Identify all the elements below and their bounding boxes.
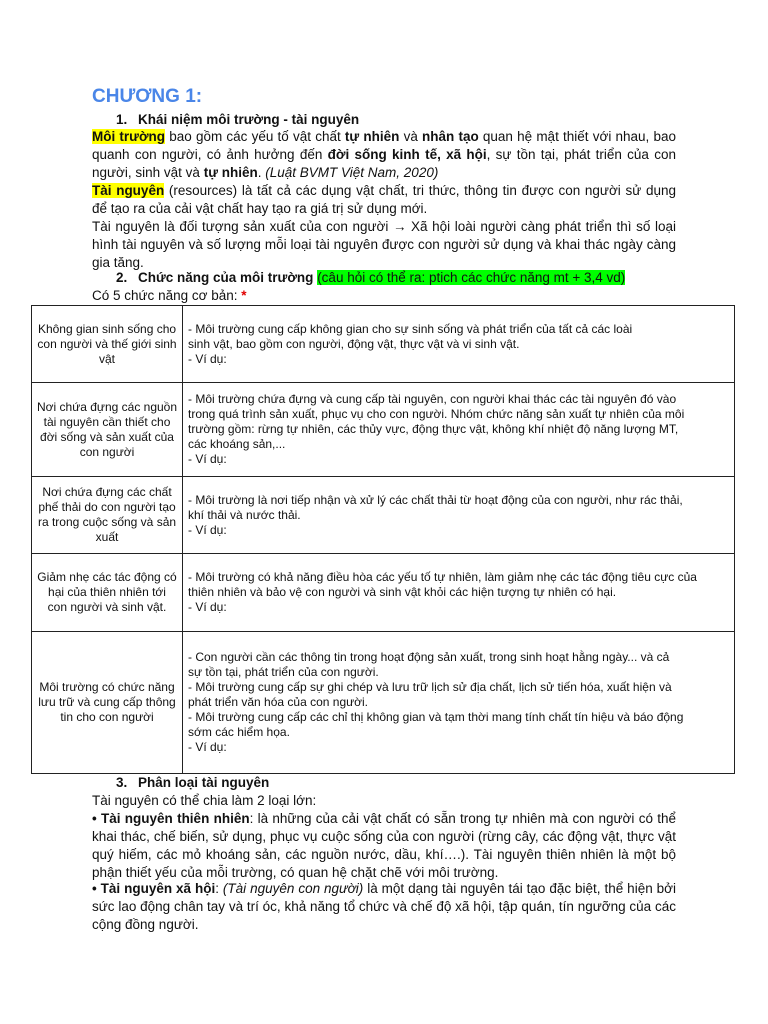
table-row — [32, 632, 735, 774]
functions-table — [31, 305, 735, 774]
table-row — [32, 383, 735, 477]
env-text-4: , sự tồn tại, phát triển của con người, sinh vật và — [92, 147, 676, 180]
env-bold-3: đời sống kinh tế, xã hội — [327, 147, 487, 162]
natural-resources-label: • Tài nguyên thiên nhiên — [92, 811, 250, 826]
term-resource: Tài nguyên — [92, 183, 165, 198]
section-3-title: Phân loại tài nguyên — [138, 775, 270, 790]
resource-paragraph: Tài nguyên là đối tượng sản xuất của con người → Xã hội loài người càng phát triển thì số loại hình tài nguyên và số lượng mỗi loại tài nguyên được con người sử dụng và khai thác ngày càng gia tăng. — [92, 219, 676, 270]
natural-resources-paragraph — [92, 810, 676, 882]
social-resources-text: là một dạng tài nguyên tái tạo đặc biệt, thể hiện bởi sức lao động chân tay và trí óc, khả năng tổ chức và chế độ xã hội, tập quán, tín ngưỡng của các cộng đồng người. — [92, 881, 676, 932]
section-2-note: (câu hỏi có thể ra: ptich các chức năng mt + 3,4 vd) — [317, 270, 626, 285]
chapter-title: CHƯƠNG 1: — [92, 86, 203, 107]
env-bold-1: tự nhiên — [344, 129, 400, 144]
description-line: phát triển văn hóa của con người. — [188, 695, 369, 709]
function-description — [183, 632, 735, 774]
required-star: * — [241, 288, 247, 303]
function-name: Môi trường có chức năng lưu trữ và cung cấp thông tin cho con người — [32, 632, 183, 774]
section-1-number: 1. — [116, 112, 128, 127]
function-description — [183, 554, 735, 632]
function-name: Giảm nhẹ các tác động có hại của thiên nhiên tới con người và sinh vật. — [32, 554, 183, 632]
section-3-heading — [116, 775, 269, 790]
env-text-5: . — [257, 165, 266, 180]
function-name: Nơi chứa đựng các chất phế thải do con người tạo ra trong cuộc sống và sản xuất — [32, 477, 183, 554]
description-line: - Môi trường cung cấp sự ghi chép và lưu trữ lịch sử địa chất, lịch sử tiến hóa, xuất hiện và — [188, 680, 672, 694]
description-line: sớm các hiểm họa. — [188, 725, 290, 739]
description-line: trường gồm: rừng tự nhiên, các thủy vực, động thực vật, không khí nhiệt độ năng lượng MT, — [188, 422, 679, 436]
social-resources-label: • Tài nguyên xã hội — [92, 881, 216, 896]
description-line: khí thải và nước thải. — [188, 507, 301, 522]
table-row — [32, 306, 735, 383]
resource-definition — [92, 182, 676, 218]
env-text-2: và — [399, 129, 423, 144]
functions-intro — [92, 287, 676, 305]
description-line: - Môi trường cung cấp các chỉ thị không gian và tạm thời mang tính chất tín hiệu và báo động — [188, 710, 684, 724]
description-line: sự tồn tại, phát triển của con người. — [188, 665, 379, 679]
env-text-3: quan hệ mật thiết với nhau, bao quanh con người, có ảnh hưởng đến — [92, 129, 676, 162]
env-text-1: bao gồm các yếu tố vật chất — [165, 129, 345, 144]
description-line: - Ví dụ: — [188, 522, 227, 537]
social-resources-italic: (Tài nguyên con người) — [222, 881, 364, 896]
function-description — [183, 306, 735, 383]
description-line: - Ví dụ: — [188, 740, 227, 754]
env-citation: (Luật BVMT Việt Nam, 2020) — [265, 165, 439, 180]
description-line: trong quá trình sản xuất, phục vụ cho con người. Nhóm chức năng sản xuất tự nhiên của môi — [188, 407, 685, 421]
table-row — [32, 477, 735, 554]
section-2-title: Chức năng của môi trường — [138, 270, 314, 285]
description-line: - Môi trường cung cấp không gian cho sự sinh sống và phát triển của tất cả các loài — [188, 321, 633, 336]
social-resources-paragraph — [92, 880, 676, 934]
section-1-heading — [116, 112, 359, 127]
description-line: - Ví dụ: — [188, 452, 227, 466]
section-1-title: Khái niệm môi trường - tài nguyên — [138, 112, 360, 127]
description-line: - Con người cần các thông tin trong hoạt động sản xuất, trong sinh hoạt hằng ngày... và cả — [188, 650, 670, 664]
term-environment: Môi trường — [92, 129, 166, 144]
function-name: Không gian sinh sống cho con người và thế giới sinh vật — [32, 306, 183, 383]
function-description — [183, 477, 735, 554]
section-2-number: 2. — [116, 270, 128, 285]
description-line: thiên nhiên và bảo vệ con người và sinh vật khỏi các hiện tượng tự nhiên có hại. — [188, 585, 617, 599]
section-3-number: 3. — [116, 775, 128, 790]
functions-intro-text: Có 5 chức năng cơ bản: — [92, 288, 242, 303]
description-line: - Môi trường chứa đựng và cung cấp tài nguyên, con người khai thác các tài nguyên đó vào — [188, 392, 677, 406]
description-line: - Môi trường là nơi tiếp nhận và xử lý các chất thải từ hoạt động của con người, như rác thải, — [188, 492, 683, 507]
social-resources-colon: : — [215, 881, 223, 896]
description-line: - Môi trường có khả năng điều hòa các yếu tố tự nhiên, làm giảm nhẹ các tác động tiêu cực của — [188, 570, 697, 584]
description-line: các khoáng sản,... — [188, 437, 286, 451]
description-line: - Ví dụ: — [188, 351, 227, 366]
natural-resources-text: : là những của cải vật chất có sẵn trong tự nhiên mà con người có thể khai thác, chế biến, sử dụng, phục vụ cuộc sống của con người (rừng cây, các động vật, thực vật quý hiếm, các mỏ khoáng sản, các nguồn nước, dầu, khí….). Tài nguyên thiên nhiên là một bộ phận thiết yếu của mỗi trường, có quan hệ chặt chẽ với môi trường. — [92, 811, 676, 880]
table-row — [32, 554, 735, 632]
environment-definition — [92, 128, 676, 182]
section-2-heading — [116, 270, 625, 285]
env-bold-4: tự nhiên — [203, 165, 258, 180]
resource-definition-text: (resources) là tất cả các dụng vật chất, tri thức, thông tin được con người sử dụng để tạo ra của cải vật chất hay tạo ra giá trị sử dụng mới. — [92, 183, 676, 216]
classification-intro: Tài nguyên có thể chia làm 2 loại lớn: — [92, 793, 317, 808]
function-name: Nơi chứa đựng các nguồn tài nguyên cần thiết cho đời sống và sản xuất của con người — [32, 383, 183, 477]
env-bold-2: nhân tạo — [422, 129, 479, 144]
description-line: sinh vật, bao gồm con người, động vật, thực vật và vi sinh vật. — [188, 336, 520, 351]
description-line: - Ví dụ: — [188, 600, 227, 614]
function-description — [183, 383, 735, 477]
